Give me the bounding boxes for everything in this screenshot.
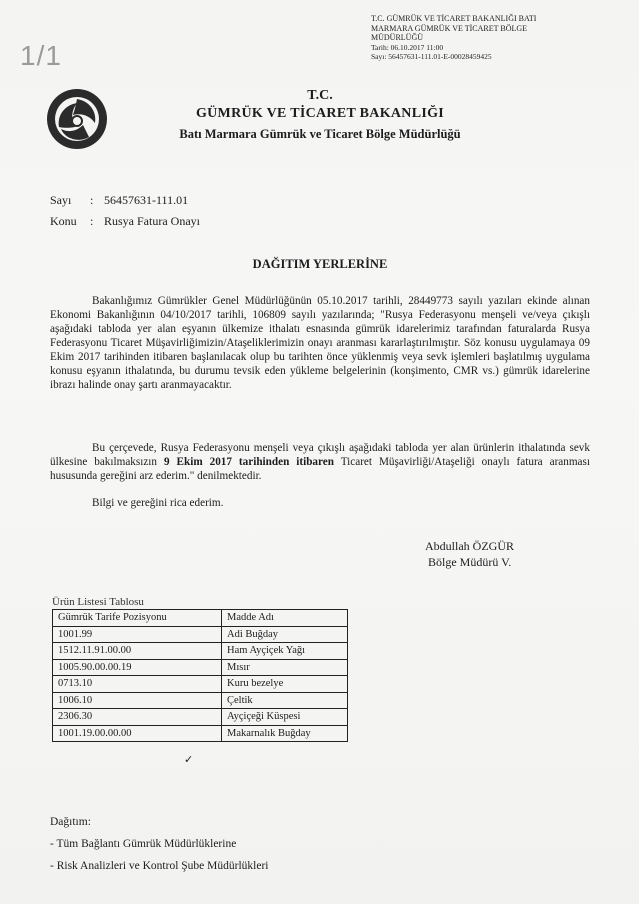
product-name-cell: Ayçiçeği Küspesi xyxy=(222,709,348,726)
distribution-label: Dağıtım: xyxy=(50,816,91,828)
table-header-cell: Madde Adı xyxy=(222,610,348,627)
pen-tick-mark: ✓ xyxy=(184,754,194,766)
meta-sayi xyxy=(50,193,188,208)
stamp-number: Sayı: 56457631-111.01-E-00028459425 xyxy=(371,52,492,61)
product-name-cell: Adi Buğday xyxy=(222,626,348,643)
product-name-cell: Makarnalık Buğday xyxy=(222,725,348,742)
paragraph-2-end: Ticaret Müşavirliği/Ataşeliği onaylı fatura aranması hususunda gereğini arz ederim." denilmektedir. xyxy=(50,456,590,482)
paragraph-2 xyxy=(50,441,590,483)
tariff-code-cell: 2306.30 xyxy=(53,709,222,726)
product-name-cell: Mısır xyxy=(222,659,348,676)
signatory-title: Bölge Müdürü V. xyxy=(428,555,512,569)
e-signature-stamp xyxy=(371,14,631,62)
table-header-row xyxy=(53,610,348,627)
paragraph-1: Bakanlığımız Gümrükler Genel Müdürlüğünün 05.10.2017 tarihli, 28449773 sayılı yazıları ekinde alınan Ekonomi Bakanlığının 04/10/2017 tarihli, 106809 sayılı yazılarında; "Rusya Federasyonu menşeli ve/veya çıkışlı aşağıdaki tabloda yer alan eşyanın ülkemize ithalatı esnasında gümrük idarelerimiz tarafından faturalarda Rusya Federasyonu Ticaret Müşavirliğimizin/Ataşeliklerimizin onayı aranması kararlaştırılmıştır. Söz konusu uygulamaya 09 Ekim 2017 tarihinden itibaren başlanılacak olup bu tarihten önce yüklenmiş veya sevk işlemleri başlatılmış uygulama konusu eşyanın ithalatında, bu durumu tevsik eden yükleme belgelerinin (konşimento, CMR vs.) gümrük idarelerine ibrazı halinde onay şartı aranmayacaktır. xyxy=(50,295,590,391)
konu-label: Konu xyxy=(50,214,77,228)
header-tc: T.C. xyxy=(307,88,333,103)
paragraph-3: Bilgi ve gereğini rica ederim. xyxy=(92,497,224,509)
ministry-emblem-icon xyxy=(45,87,109,151)
tariff-code-cell: 1001.19.00.00.00 xyxy=(53,725,222,742)
tariff-code-cell: 1001.99 xyxy=(53,626,222,643)
product-name-cell: Kuru bezelye xyxy=(222,676,348,693)
konu-value: Rusya Fatura Onayı xyxy=(104,214,200,228)
table-row xyxy=(53,692,348,709)
table-row xyxy=(53,643,348,660)
signature-block xyxy=(425,538,514,570)
sayi-separator: : xyxy=(90,193,94,207)
paragraph-2-start: Bu çerçevede, Rusya Federasyonu menşeli veya çıkışlı aşağıdaki tabloda yer alan ürünlerin ithalatında sevk ülkesine bakılmaksızın xyxy=(50,442,590,468)
tariff-code-cell: 1512.11.91.00.00 xyxy=(53,643,222,660)
distribution-list xyxy=(50,811,268,877)
stamp-date: Tarih: 06.10.2017 11:00 xyxy=(371,42,444,52)
tariff-code-cell: 1005.90.00.00.19 xyxy=(53,659,222,676)
product-name-cell: Çeltik xyxy=(222,692,348,709)
distribution-item: - Tüm Bağlantı Gümrük Müdürlüklerine xyxy=(50,838,237,850)
distribution-heading: DAĞITIM YERLERİNE xyxy=(252,257,388,271)
meta-konu xyxy=(50,214,200,229)
header-directorate: Batı Marmara Gümrük ve Ticaret Bölge Müdürlüğü xyxy=(179,127,461,141)
table-row xyxy=(53,676,348,693)
table-row xyxy=(53,659,348,676)
page-counter: 1/1 xyxy=(20,40,62,71)
table-row xyxy=(53,626,348,643)
product-name-cell: Ham Ayçiçek Yağı xyxy=(222,643,348,660)
konu-separator: : xyxy=(90,214,94,228)
table-row xyxy=(53,725,348,742)
stamp-line-3: MÜDÜRLÜĞÜ xyxy=(371,33,423,42)
distribution-item: - Risk Analizleri ve Kontrol Şube Müdürlükleri xyxy=(50,860,269,872)
tariff-code-cell: 1006.10 xyxy=(53,692,222,709)
product-table xyxy=(52,609,348,742)
table-caption: Ürün Listesi Tablosu xyxy=(52,596,144,608)
sayi-value: 56457631-111.01 xyxy=(104,193,189,207)
sayi-label: Sayı xyxy=(50,193,72,207)
stamp-line-2: MARMARA GÜMRÜK VE TİCARET BÖLGE xyxy=(371,23,528,33)
table-header-cell: Gümrük Tarife Pozisyonu xyxy=(53,610,222,627)
table-row xyxy=(53,709,348,726)
stamp-line-1: T.C. GÜMRÜK VE TİCARET BAKANLIĞI BATI xyxy=(371,14,537,23)
signatory-name: Abdullah ÖZGÜR xyxy=(425,539,514,553)
header-ministry: GÜMRÜK VE TİCARET BAKANLIĞI xyxy=(195,106,445,121)
paragraph-2-emphasis: 9 Ekim 2017 tarihinden itibaren xyxy=(163,456,334,468)
tariff-code-cell: 0713.10 xyxy=(53,676,222,693)
